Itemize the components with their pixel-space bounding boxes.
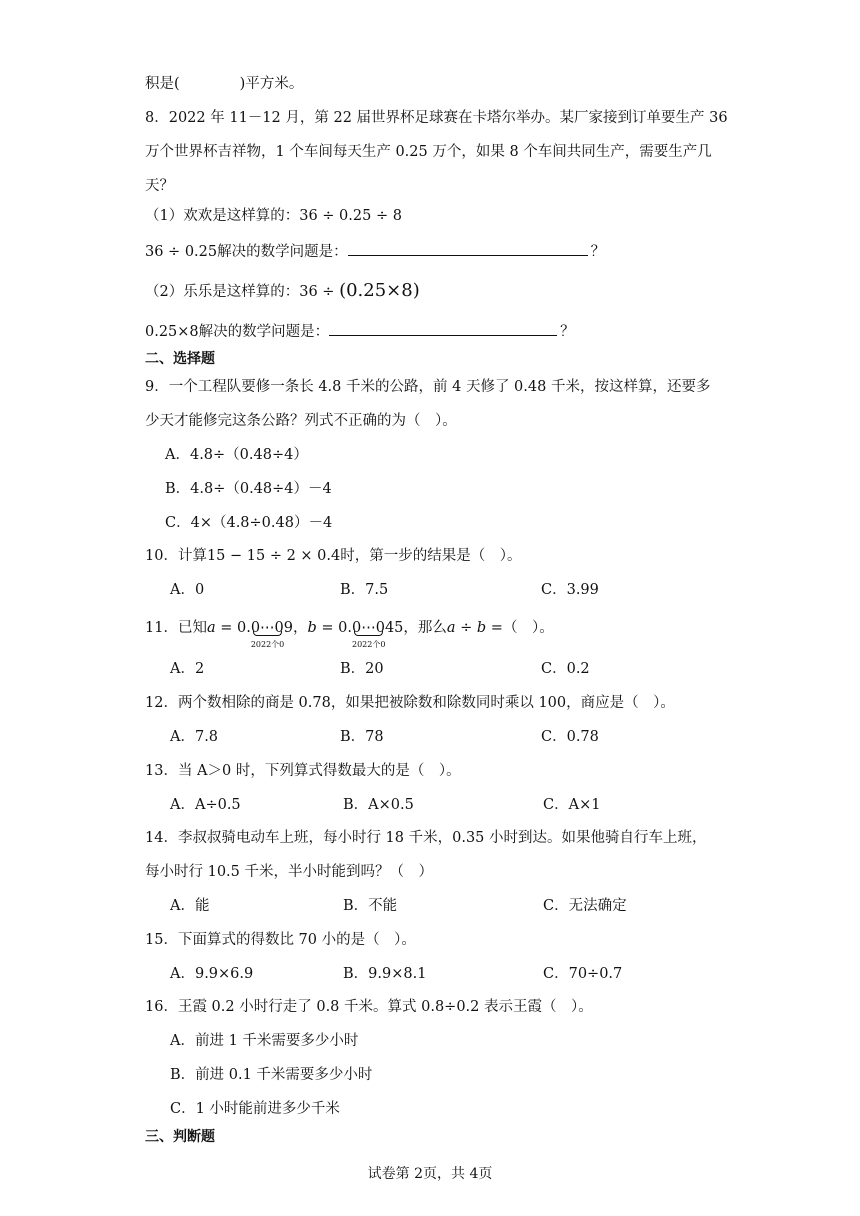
q10-option-c[interactable]: C．3.99 — [541, 582, 599, 598]
q13-option-c[interactable]: C．A×1 — [543, 797, 601, 813]
q7-tail-post: )平方米。 — [239, 76, 304, 92]
q11-a-end: 9 — [283, 620, 293, 636]
q10-expr: 15 − 15 ÷ 2 × 0.4 — [206, 548, 341, 564]
q11-option-c[interactable]: C．0.2 — [541, 661, 590, 677]
answer-blank[interactable] — [329, 321, 557, 336]
q15-stem: 15．下面算式的得数比 70 小的是（ ）。 — [145, 932, 416, 948]
q8-part2-label: （2）乐乐是这样算的： — [145, 284, 300, 300]
q11-zeros-b — [352, 618, 386, 649]
section-heading-judgement: 三、判断题 — [145, 1129, 215, 1145]
q8-line1: 8．2022 年 11－12 月，第 22 届世界杯足球赛在卡塔尔举办。某厂家接到订单要生产 36 — [145, 110, 728, 126]
q11-eq: = 0. — [316, 620, 352, 636]
q11-var-a: a — [206, 620, 216, 636]
q11-eq: = 0. — [215, 620, 251, 636]
q8-part2-question — [145, 321, 575, 342]
q8-part1-expr: 36 ÷ 0.25 ÷ 8 — [299, 208, 402, 224]
question-mark: ？ — [590, 244, 606, 260]
q9-option-b[interactable]: B．4.8÷（0.48÷4）－4 — [165, 481, 332, 497]
question-mark: ？ — [560, 324, 575, 340]
q15-option-b[interactable]: B．9.9×8.1 — [343, 966, 427, 982]
q8-line3: 天？ — [145, 178, 174, 194]
q11-zeros-text: 0⋯0 — [250, 620, 284, 636]
q11-tail2: （ ）。 — [502, 620, 554, 636]
q10-post: 时，第一步的结果是（ ）。 — [340, 548, 522, 564]
q10-stem — [145, 546, 522, 566]
q11-sep: ， — [293, 620, 308, 636]
q14-line1: 14．李叔叔骑电动车上班，每小时行 18 千米，0.35 小时到达。如果他骑自行车上班， — [145, 830, 707, 846]
q9-line2: 少天才能修完这条公路？列式不正确的为（ ）。 — [145, 413, 457, 429]
q11-pre: 11．已知 — [145, 620, 207, 636]
q8-part1-q-text: 解决的数学问题是： — [217, 244, 348, 260]
q11-b-end: 45 — [384, 620, 404, 636]
q13-stem: 13．当 A＞0 时，下列算式得数最大的是（ ）。 — [145, 763, 461, 779]
q11-zeros-a — [250, 618, 285, 649]
q8-part1-label: （1）欢欢是这样算的： — [145, 208, 300, 224]
q8-part2-expr-a: 36 ÷ — [299, 284, 340, 300]
q10-option-b[interactable]: B．7.5 — [340, 582, 389, 598]
q14-line2: 每小时行 10.5 千米，半小时能到吗？（ ） — [145, 864, 434, 880]
q11-option-a[interactable]: A．2 — [170, 661, 205, 677]
q8-part2-expr-b: (0.25×8) — [339, 280, 420, 301]
q15-option-a[interactable]: A．9.9×6.9 — [170, 966, 254, 982]
q14-option-b[interactable]: B．不能 — [343, 898, 398, 914]
q12-stem: 12．两个数相除的商是 0.78，如果把被除数和除数同时乘以 100，商应是（ ）。 — [145, 695, 675, 711]
q8-part2-q-expr: 0.25×8 — [145, 324, 199, 340]
q12-option-c[interactable]: C．0.78 — [541, 729, 599, 745]
q16-option-a[interactable]: A．前进 1 千米需要多少小时 — [170, 1033, 359, 1049]
q16-option-c[interactable]: C．1 小时能前进多少千米 — [170, 1101, 340, 1117]
q13-option-b[interactable]: B．A×0.5 — [343, 797, 414, 813]
q8-part1-q-expr: 36 ÷ 0.25 — [145, 244, 218, 260]
q14-option-c[interactable]: C．无法确定 — [543, 898, 627, 914]
q8-part1-question — [145, 241, 605, 262]
q10-pre: 10．计算 — [145, 548, 207, 564]
section-heading-choice: 二、选择题 — [145, 351, 215, 367]
answer-blank[interactable] — [348, 241, 588, 256]
q11-option-b[interactable]: B．20 — [340, 661, 384, 677]
q15-option-c[interactable]: C．70÷0.7 — [543, 966, 623, 982]
q10-option-a[interactable]: A．0 — [170, 582, 205, 598]
q11-zeros-text: 0⋯0 — [352, 620, 385, 636]
q16-stem: 16．王霞 0.2 小时行走了 0.8 千米。算式 0.8÷0.2 表示王霞（ ）。 — [145, 999, 593, 1015]
q13-option-a[interactable]: A．A÷0.5 — [170, 797, 241, 813]
q12-option-b[interactable]: B．78 — [340, 729, 384, 745]
q14-option-a[interactable]: A．能 — [170, 898, 210, 914]
page-footer: 试卷第 2页，共 4页 — [367, 1166, 493, 1182]
q8-part2 — [145, 281, 420, 302]
q11-tail-expr: a ÷ b = — [446, 620, 503, 636]
q11-var-b: b — [307, 620, 317, 636]
q7-tail-pre: 积是( — [145, 76, 180, 92]
q9-line1: 9．一个工程队要修一条长 4.8 千米的公路，前 4 天修了 0.48 千米，按这样算，还要多 — [145, 379, 711, 395]
q11-zeros-note: 2022个0 — [352, 640, 386, 649]
q12-option-a[interactable]: A．7.8 — [170, 729, 219, 745]
q11-stem — [145, 618, 554, 649]
q11-zeros-note: 2022个0 — [250, 640, 285, 649]
q8-line2: 万个世界杯吉祥物，1 个车间每天生产 0.25 万个，如果 8 个车间共同生产，需要生产几 — [145, 144, 712, 160]
q8-part1 — [145, 206, 402, 226]
q9-option-c[interactable]: C．4×（4.8÷0.48）－4 — [165, 515, 333, 531]
q7-tail — [145, 74, 303, 94]
q8-part2-q-text: 解决的数学问题是： — [198, 324, 330, 340]
q11-tail1: ，那么 — [403, 620, 447, 636]
q16-option-b[interactable]: B．前进 0.1 千米需要多少小时 — [170, 1067, 373, 1083]
q9-option-a[interactable]: A．4.8÷（0.48÷4） — [165, 447, 308, 463]
